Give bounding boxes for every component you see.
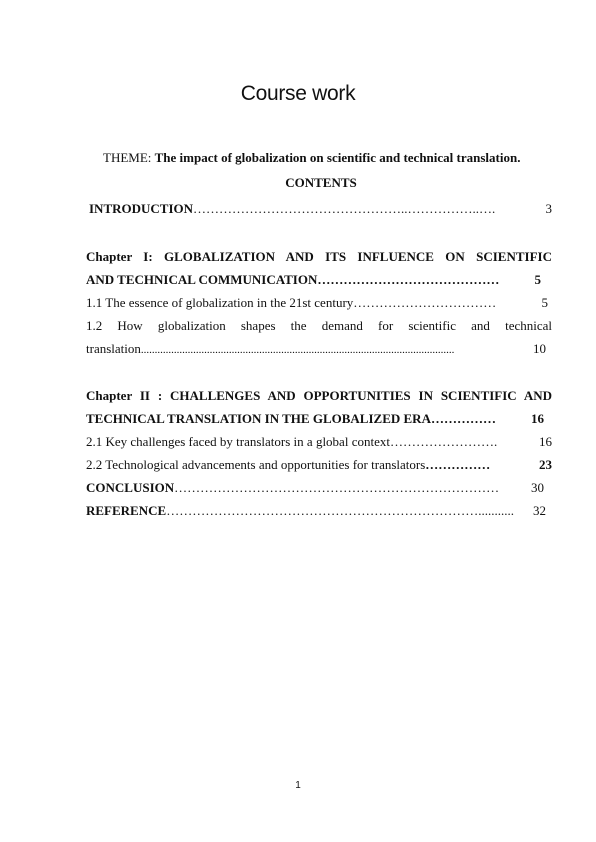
toc-label-line: Chapter I: GLOBALIZATION AND ITS INFLUENCE ON SCIENTIFIC [86,249,552,264]
toc-dots: …………………………………… [317,272,500,287]
toc-dots: …………………………… [353,295,497,310]
theme-text: The impact of globalization on scientific and technical translation. [154,150,521,165]
toc-label: INTRODUCTION [89,201,194,216]
toc-label: TECHNICAL TRANSLATION IN THE GLOBALIZED ERA [86,411,431,426]
toc-entry-introduction [86,197,552,220]
toc-label-line: 1.2 How globalization shapes the demand for scientific and technical [86,318,552,333]
theme-line [103,150,520,166]
page-title: Course work [240,82,356,105]
toc-page: 5 [534,272,541,287]
toc-page: 32 [533,503,546,518]
toc-entry-1-2 [86,314,552,362]
toc-page: 16 [539,434,552,449]
toc-label: REFERENCE [86,503,167,518]
toc-entry-chapter-1 [86,245,552,291]
toc-page: 23 [539,457,552,472]
theme-label: THEME: [103,150,155,165]
toc-dots: …………… [425,457,491,472]
toc-page: 5 [541,295,548,310]
toc-dots: ……………………. [389,434,498,449]
toc-dots: …………… [430,411,496,426]
toc-label: 2.1 Key challenges faced by translators in a global context [86,434,390,449]
toc-page: 16 [531,411,544,426]
toc-entry-chapter-2 [86,384,552,430]
toc-entry-1-1 [86,291,552,314]
toc-dots: …………………………………………..……………..…. [193,201,496,216]
toc-label: CONCLUSION [86,480,175,495]
toc-entry-reference [86,499,552,522]
toc-entry-2-2 [86,453,552,476]
toc-entry-2-1 [86,430,552,453]
toc-label-line: Chapter II : CHALLENGES AND OPPORTUNITIES IN SCIENTIFIC AND [86,388,552,403]
toc-page: 10 [533,341,546,356]
toc-entry-conclusion [86,476,552,499]
toc-dots: ………………………………………………………………… [174,480,500,495]
toc-dots: ………………………………………………………………........... [166,503,514,518]
toc-page: 30 [531,480,544,495]
toc-label: translation [86,341,141,356]
toc-label: AND TECHNICAL COMMUNICATION [86,272,318,287]
toc-label: 2.2 Technological advancements and opportunities for translators [86,457,426,472]
toc-dots: .................................................................................................................. [140,344,455,356]
page-number: 1 [295,780,301,791]
toc-label: 1.1 The essence of globalization in the 21st century [86,295,354,310]
toc-page: 3 [545,201,552,216]
contents-heading: CONTENTS [285,175,357,190]
